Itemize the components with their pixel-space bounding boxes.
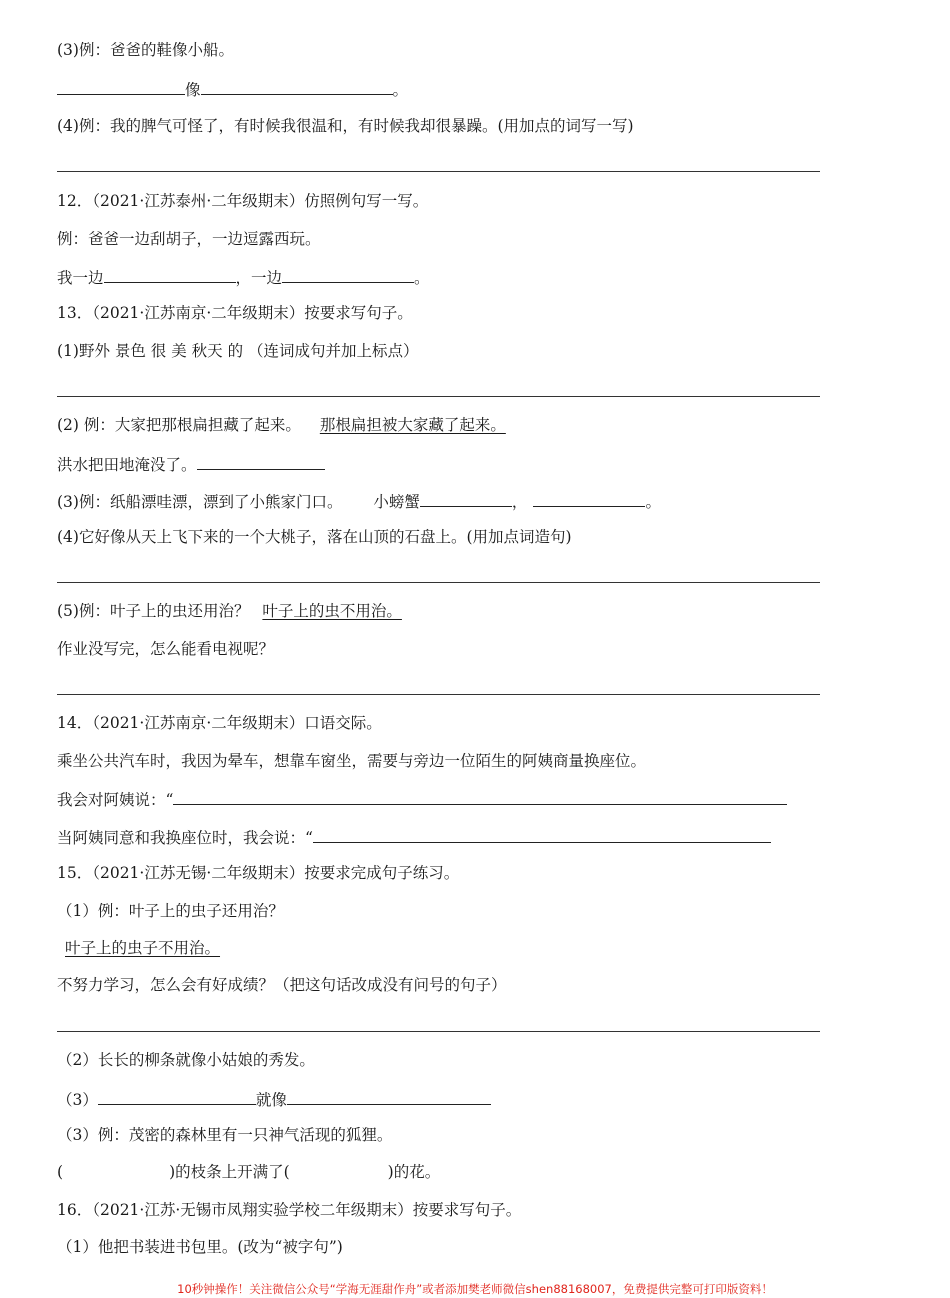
example-answer: 叶子上的虫子不用治。	[65, 939, 221, 957]
q15-1-prompt: 不努力学习，怎么会有好成绩？（把这句话改成没有问号的句子）	[57, 976, 507, 994]
fill-text: )的枝条上开满了(	[169, 1163, 290, 1181]
answer-line[interactable]	[57, 396, 820, 397]
answer-blank[interactable]	[98, 1088, 256, 1105]
q14-say2	[57, 826, 771, 848]
promo-footer: 10秒钟操作！关注微信公众号“学海无涯甜作舟”或者添加樊老师微信shen88168007，免费提供完整可打印版资料！	[177, 1282, 773, 1296]
q14-scene: 乘坐公共汽车时，我因为晕车，想靠车窗坐，需要与旁边一位陌生的阿姨商量换座位。	[57, 752, 647, 770]
q14-say1	[57, 788, 787, 810]
q11-3-fill	[57, 78, 408, 100]
q12-title: 12．（2021·江苏泰州·二年级期末）仿照例句写一写。	[57, 192, 429, 210]
fill-text: 我一边	[57, 269, 104, 287]
q15-2: （2）长长的柳条就像小姑娘的秀发。	[57, 1051, 315, 1069]
q13-3-row	[57, 490, 661, 512]
example-text: (5)例：叶子上的虫还用治？	[57, 602, 250, 620]
fill-text: 像	[185, 81, 201, 99]
q15-3b-example: （3）例：茂密的森林里有一只神气活现的狐狸。	[57, 1126, 393, 1144]
q12-example: 例：爸爸一边刮胡子，一边逗露西玩。	[57, 230, 321, 248]
example-text: (2) 例：大家把那根扁担藏了起来。	[57, 416, 301, 434]
q13-4-prompt: (4)它好像从天上飞下来的一个大桃子，落在山顶的石盘上。(用加点词造句)	[57, 528, 572, 546]
fill-text: 当阿姨同意和我换座位时，我会说：“	[57, 829, 313, 847]
answer-blank[interactable]	[420, 490, 512, 507]
q15-title: 15．（2021·江苏无锡·二年级期末）按要求完成句子练习。	[57, 864, 460, 882]
fill-text: 。	[414, 269, 430, 287]
example-answer: 那根扁担被大家藏了起来。	[319, 416, 506, 434]
fill-text: ，一边	[235, 269, 283, 287]
q15-3c-fill	[57, 1162, 440, 1182]
answer-line[interactable]	[57, 694, 820, 695]
fill-text: ，	[511, 493, 528, 511]
answer-blank[interactable]	[197, 453, 325, 470]
q14-title: 14．（2021·江苏南京·二年级期末）口语交际。	[57, 714, 382, 732]
answer-blank[interactable]	[282, 266, 414, 283]
answer-blank[interactable]	[287, 1088, 491, 1105]
answer-blank[interactable]	[173, 788, 787, 805]
q13-title: 13．（2021·江苏南京·二年级期末）按要求写句子。	[57, 304, 413, 322]
example-answer: 叶子上的虫不用治。	[262, 602, 402, 620]
q13-2-example	[57, 415, 506, 435]
q15-3a-fill	[57, 1088, 491, 1110]
q16-title: 16．（2021·江苏·无锡市凤翔实验学校二年级期末）按要求写句子。	[57, 1201, 522, 1219]
answer-blank[interactable]	[533, 490, 645, 507]
q13-1-prompt: (1)野外 景色 很 美 秋天 的 （连词成句并加上标点）	[57, 342, 419, 360]
q13-2-fill	[57, 453, 325, 475]
q15-1-example: （1）例：叶子上的虫子还用治？	[57, 902, 284, 920]
answer-line[interactable]	[57, 1031, 820, 1032]
answer-blank[interactable]	[57, 78, 185, 95]
q13-5-prompt: 作业没写完，怎么能看电视呢？	[57, 640, 275, 658]
q11-4-prompt: (4)例：我的脾气可怪了，有时候我很温和，有时候我却很暴躁。(用加点的词写一写)	[57, 117, 634, 135]
answer-blank[interactable]	[313, 826, 771, 843]
q16-1-prompt: （1）他把书装进书包里。(改为“被字句”)	[57, 1238, 343, 1256]
fill-text: 。	[392, 81, 409, 99]
fill-text: 。	[645, 493, 661, 511]
fill-text: 我会对阿姨说：“	[57, 791, 174, 809]
q12-fill	[57, 266, 430, 288]
q11-3-example: (3)例：爸爸的鞋像小船。	[57, 41, 234, 59]
q13-5-example	[57, 601, 402, 621]
fill-text: (	[57, 1163, 64, 1181]
answer-line[interactable]	[57, 582, 820, 583]
fill-text: 就像	[255, 1091, 287, 1109]
answer-blank[interactable]	[201, 78, 393, 95]
example-text: (3)例：纸船漂哇漂，漂到了小熊家门口。	[57, 493, 343, 511]
fill-text: 洪水把田地淹没了。	[57, 456, 197, 474]
answer-blank[interactable]	[104, 266, 236, 283]
fill-text: 小螃蟹	[373, 493, 420, 511]
answer-line[interactable]	[57, 171, 820, 172]
fill-text: )的花。	[387, 1163, 441, 1181]
fill-text: （3）	[57, 1091, 98, 1109]
q15-1-answer	[57, 938, 220, 958]
